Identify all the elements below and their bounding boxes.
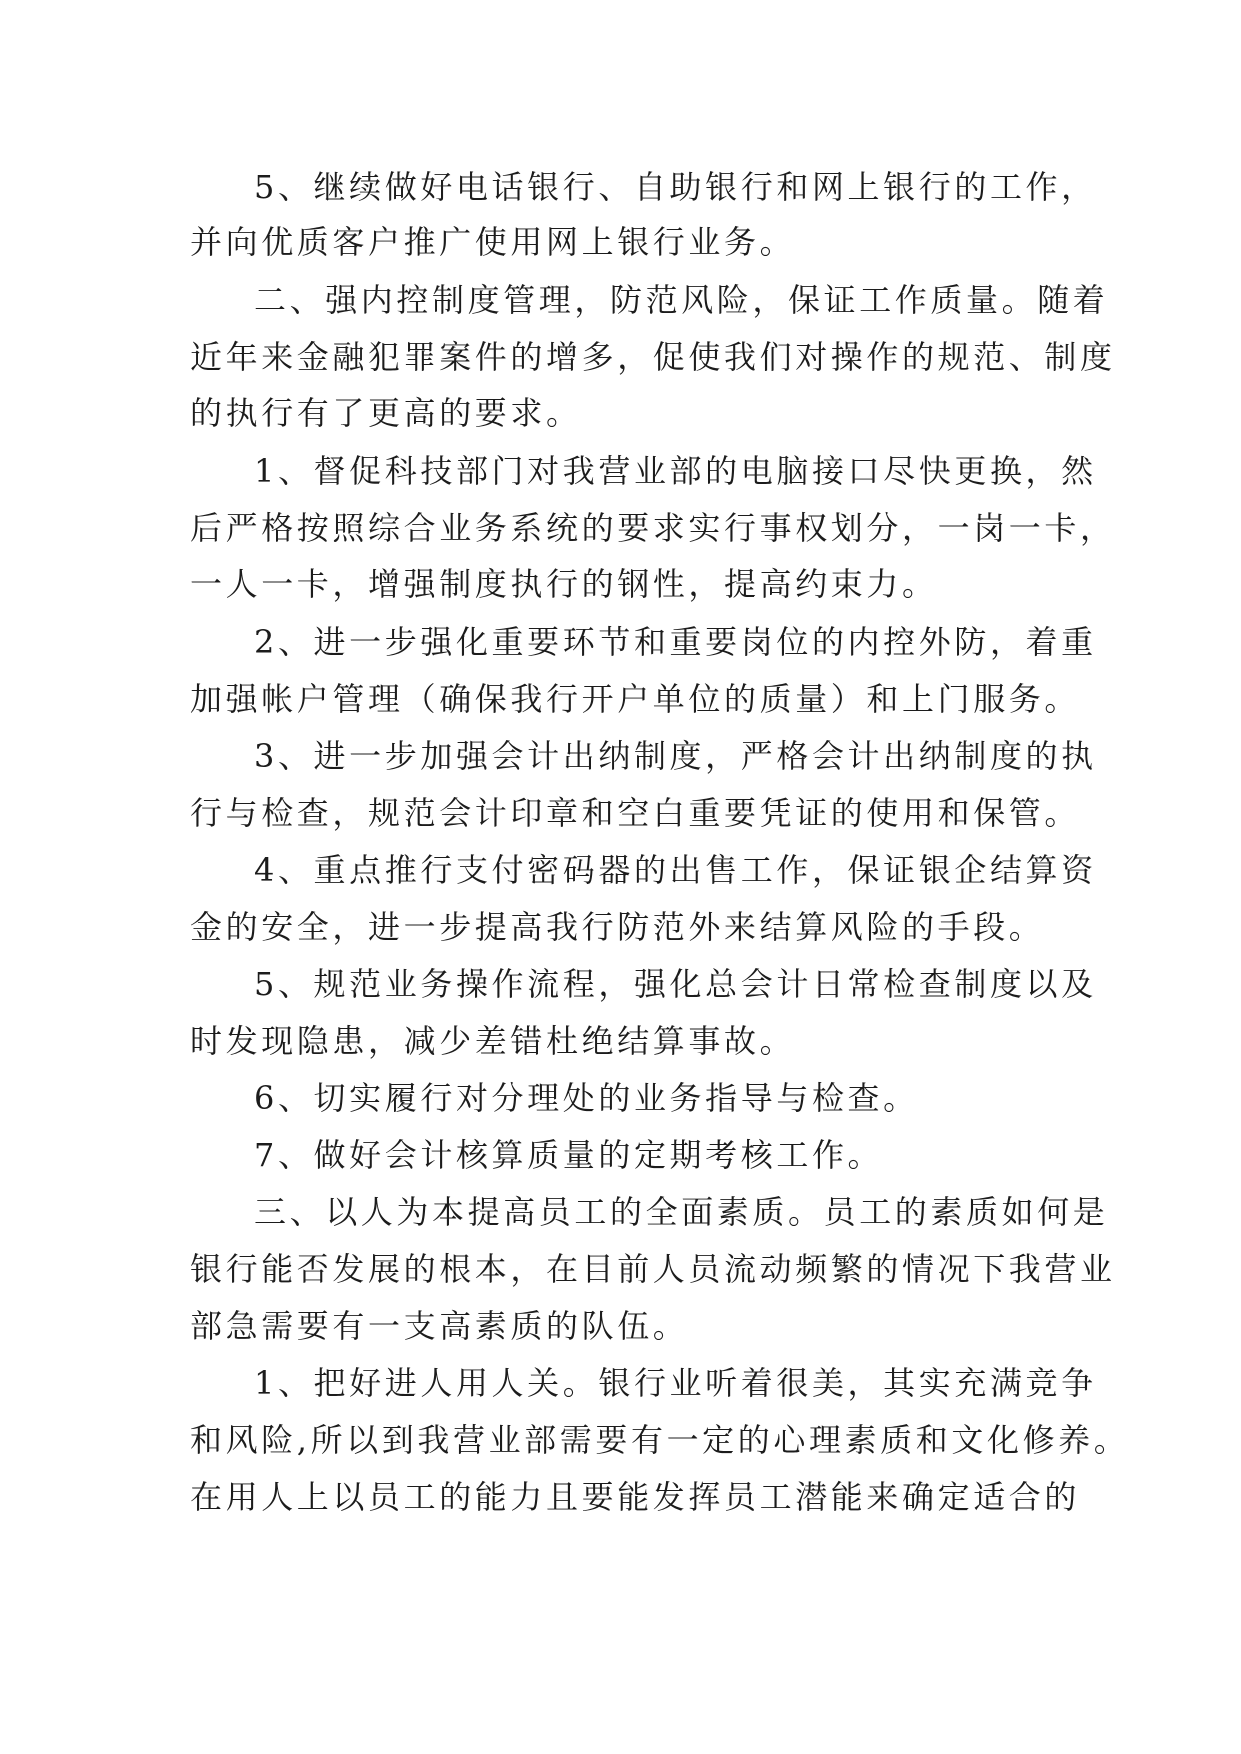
text-line: 的执行有了更高的要求。 (190, 394, 582, 432)
text-line: 5、继续做好电话银行、自助银行和网上银行的工作， (254, 168, 1097, 206)
text-line: 1、督促科技部门对我营业部的电脑接口尽快更换，然 (254, 452, 1097, 490)
text-line: 1、把好进人用人关。银行业听着很美，其实充满竞争 (254, 1364, 1097, 1402)
text-line: 4、重点推行支付密码器的出售工作，保证银企结算资 (254, 851, 1097, 889)
text-line: 时发现隐患，减少差错杜绝结算事故。 (190, 1022, 796, 1060)
text-line: 三、以人为本提高员工的全面素质。员工的素质如何是 (254, 1193, 1109, 1231)
text-line: 5、规范业务操作流程，强化总会计日常检查制度以及 (254, 965, 1097, 1003)
text-line: 部急需要有一支高素质的队伍。 (190, 1307, 689, 1345)
text-line: 2、进一步强化重要环节和重要岗位的内控外防，着重 (254, 623, 1097, 661)
text-line: 后严格按照综合业务系统的要求实行事权划分，一岗一卡， (190, 509, 1116, 547)
text-line: 6、切实履行对分理处的业务指导与检查。 (254, 1079, 919, 1117)
text-line: 近年来金融犯罪案件的增多，促使我们对操作的规范、制度 (190, 338, 1116, 376)
text-line: 在用人上以员工的能力且要能发挥员工潜能来确定适合的 (190, 1478, 1081, 1516)
text-line: 加强帐户管理（确保我行开户单位的质量）和上门服务。 (190, 680, 1081, 718)
text-line: 并向优质客户推广使用网上银行业务。 (190, 223, 796, 261)
text-line: 二、强内控制度管理，防范风险，保证工作质量。随着 (254, 281, 1109, 319)
text-line: 3、进一步加强会计出纳制度，严格会计出纳制度的执 (254, 737, 1097, 775)
text-line: 金的安全，进一步提高我行防范外来结算风险的手段。 (190, 908, 1045, 946)
text-line: 和风险,所以到我营业部需要有一定的心理素质和文化修养。 (190, 1421, 1130, 1459)
text-line: 银行能否发展的根本，在目前人员流动频繁的情况下我营业 (190, 1250, 1116, 1288)
text-line: 一人一卡，增强制度执行的钢性，提高约束力。 (190, 565, 938, 603)
text-line: 7、做好会计核算质量的定期考核工作。 (254, 1136, 884, 1174)
text-line: 行与检查，规范会计印章和空白重要凭证的使用和保管。 (190, 794, 1081, 832)
